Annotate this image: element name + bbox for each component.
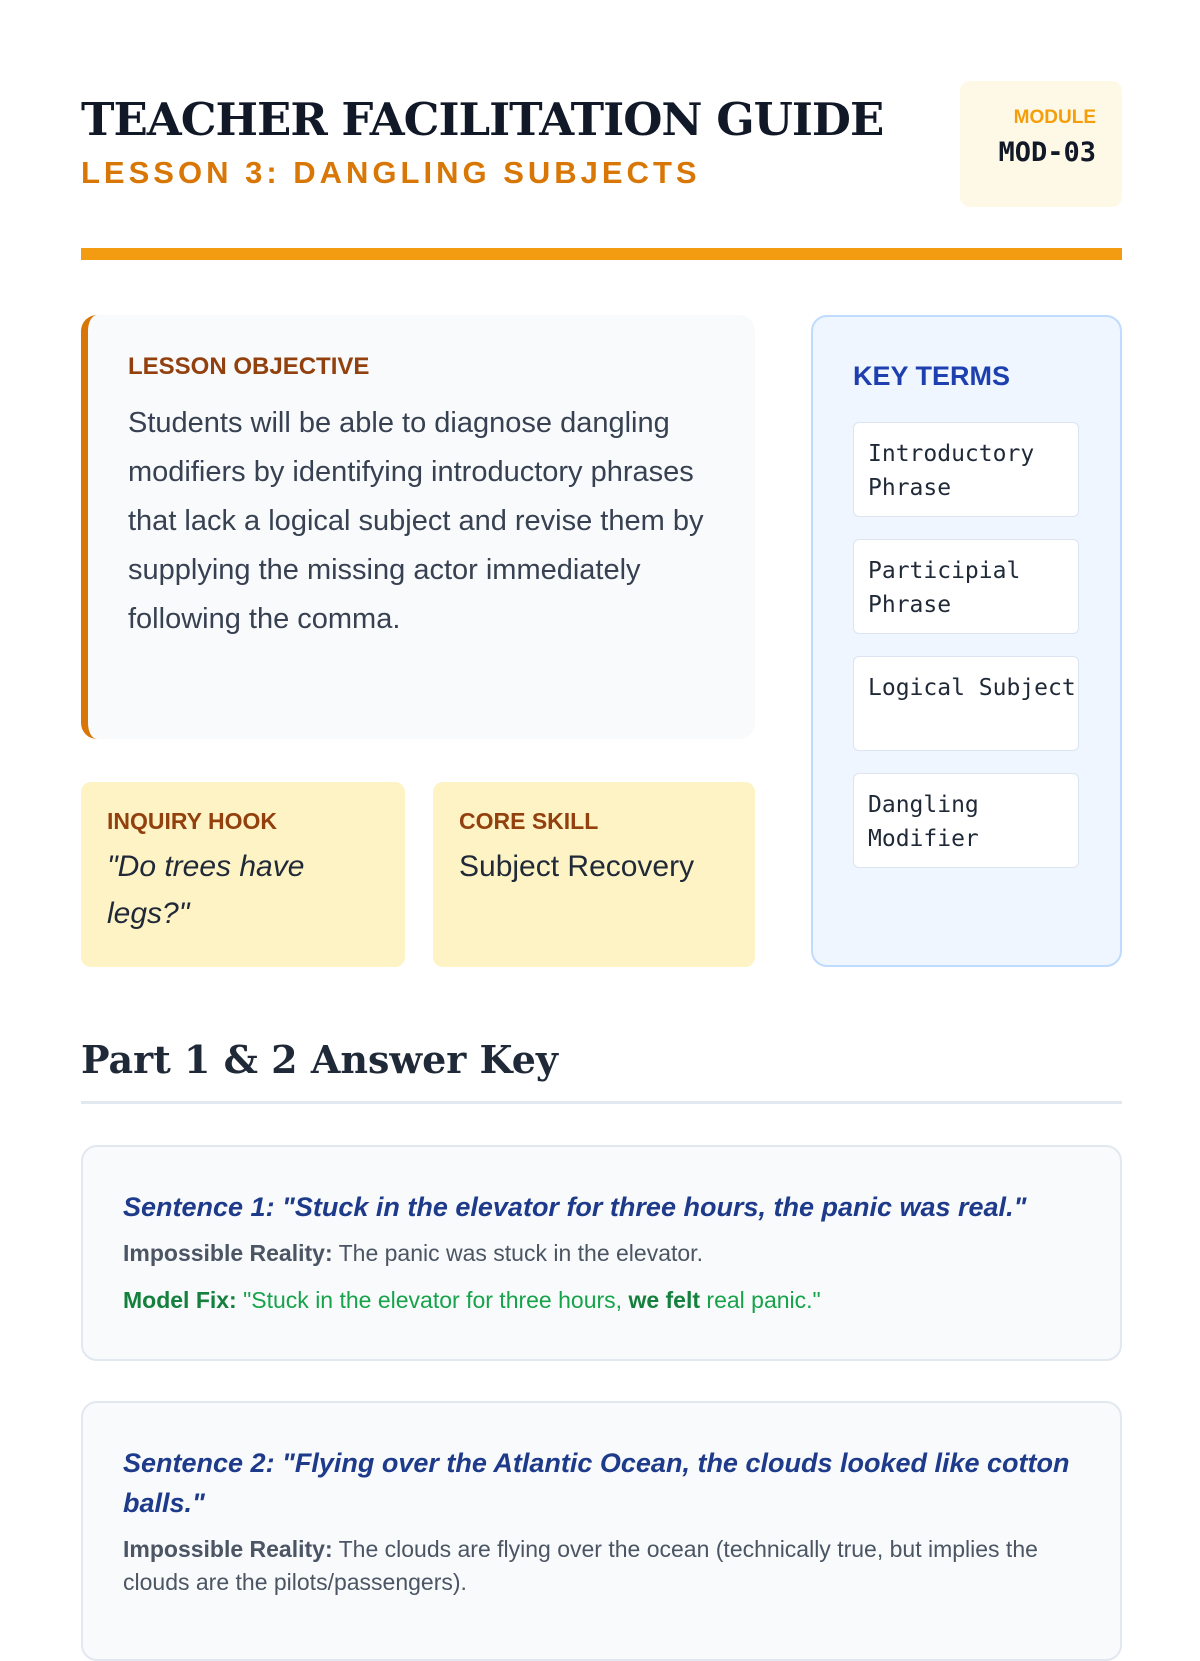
core-skill-card xyxy=(433,782,755,967)
key-terms-title: KEY TERMS xyxy=(853,361,1011,391)
section-divider xyxy=(81,1101,1122,1104)
inquiry-hook-card xyxy=(81,782,405,967)
key-term-item: Dangling Modifier xyxy=(853,773,1079,868)
module-label: MODULE xyxy=(1013,107,1096,128)
header-divider xyxy=(81,248,1122,260)
answer-card xyxy=(81,1401,1122,1661)
answer-key-title: Part 1 & 2 Answer Key xyxy=(81,1037,558,1082)
model-fix-text-before: "Stuck in the elevator for three hours, xyxy=(236,1287,629,1313)
model-fix-label: Model Fix: xyxy=(123,1287,237,1313)
key-term-item: Introductory Phrase xyxy=(853,422,1079,517)
impossible-reality-text: The clouds are flying over the ocean (technically true, but implies the clouds are the pilots/passengers). xyxy=(123,1536,1038,1595)
key-terms-panel xyxy=(811,315,1122,967)
objective-title: LESSON OBJECTIVE xyxy=(128,353,370,380)
answer-sentence: Sentence 2: "Flying over the Atlantic Ocean, the clouds looked like cotton balls." xyxy=(123,1448,1070,1518)
impossible-reality xyxy=(123,1533,1080,1599)
objective-text: Students will be able to diagnose dangling modifiers by identifying introductory phrases that lack a logical subject and revise them by supplying the missing actor immediately following the comma. xyxy=(128,407,704,635)
key-term-item: Participial Phrase xyxy=(853,539,1079,634)
module-badge xyxy=(960,81,1122,207)
impossible-reality-label: Impossible Reality: xyxy=(123,1536,333,1562)
module-code: MOD-03 xyxy=(998,137,1096,168)
model-fix xyxy=(123,1284,1080,1317)
page-title: TEACHER FACILITATION GUIDE xyxy=(81,93,884,146)
model-fix-text-after: real panic." xyxy=(700,1287,821,1313)
impossible-reality-text: The panic was stuck in the elevator. xyxy=(332,1240,703,1266)
inquiry-hook-title: INQUIRY HOOK xyxy=(107,808,277,834)
core-skill-text: Subject Recovery xyxy=(459,850,695,883)
answer-card xyxy=(81,1145,1122,1361)
lesson-subtitle: LESSON 3: DANGLING SUBJECTS xyxy=(81,155,701,190)
core-skill-title: CORE SKILL xyxy=(459,808,599,834)
model-fix-highlight: we felt xyxy=(628,1287,701,1313)
impossible-reality xyxy=(123,1237,1080,1270)
inquiry-hook-text: "Do trees have legs?" xyxy=(107,850,305,930)
answer-sentence: Sentence 1: "Stuck in the elevator for three hours, the panic was real." xyxy=(123,1192,1027,1222)
lesson-objective-card xyxy=(81,315,755,739)
key-term-item: Logical Subject xyxy=(853,656,1079,751)
impossible-reality-label: Impossible Reality: xyxy=(123,1240,333,1266)
